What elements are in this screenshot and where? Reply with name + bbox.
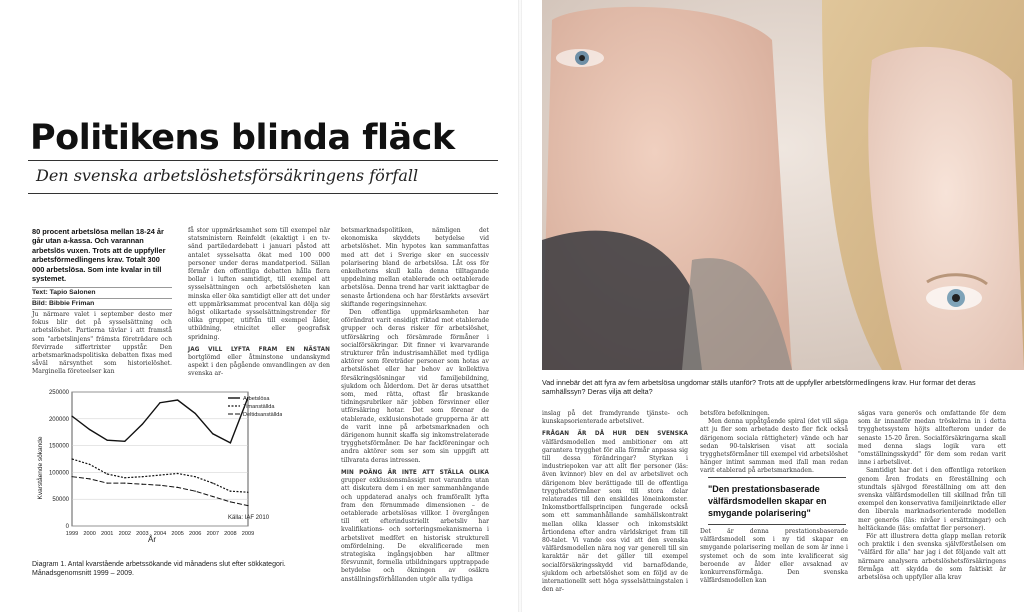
chart-data-point: [124, 477, 125, 478]
paragraph: bortglömd eller åtminstone undanskymd aspekt i den pågående omvandlingen av den svenska ar-: [188, 354, 330, 378]
paragraph: Samtidigt har det i den offentliga retoriken genom åren frodats en föreställning och stundtals självgod föreställning om att den svenska välfärdsmodellen till skillnad från till exempel den konservativa familjeinriktade eller den liberala marknadsorienterade modellen mer generös (läs: nivåer i ersättningar) och heltäckande (läs: omfattat fler personer).: [858, 467, 1006, 532]
chart-data-point: [107, 483, 108, 484]
byline-rule-2: [32, 298, 172, 299]
chart-data-point: [230, 501, 231, 502]
paragraph: Det är denna prestationsbaserade välfärdsmodell som i ny tid skapar en smygande polarisering mellan de som är inne i systemet och de som inte kvalificerat sig beroende av ålder eller avsaknad av konkurrensförmåga. Den svenska välfärdsmodellen kan: [700, 528, 848, 585]
chart-data-point: [142, 424, 143, 425]
chart-data-point: [247, 492, 248, 493]
photo-illustration: [542, 0, 1024, 370]
chart-data-point: [177, 399, 178, 400]
paragraph: få stor uppmärksamhet som till exempel när statsministern Reinfeldt (ekaktigt i en tv-sänd partiledardebatt i januari påstod att antalet sysselsatta ökat med 100 000 personer under deras mandatperiod. Sällan förmår den offentliga debatten hålla flera bollar i luften samtidigt, till exempel att sysselsättningen och arbetslösheten kan minska eller öka samtidigt eller att det under ett uppmärksammat procentval kan dölja sig högst olikartade sysselsättningstrender för olika grupper, utifrån till exempel ålder, utbildning, etnicitet eller geografisk spridning.: [188, 227, 330, 341]
chart-svg: [32, 378, 282, 544]
text-column-3: [341, 227, 489, 584]
paragraph: inslag på det framdyrande tjänste- och kunskapsorienterade arbetslivet.: [542, 410, 688, 426]
chart-data-point: [124, 441, 125, 442]
paragraph: välfärdsmodellen med ambitioner om att garantera trygghet för alla förmår anpassa sig till dessa förändringar? Styrkan i industriepoken var att allt fler personer (läs: även kvinnor) blev en del av arbetslivet och därigenom blev berättigade till de offentliga trygghetsförmåner som till stora delar relaterades till den enskildes löneinkomster. Inkomstbortfallsprincipen fungerade också som ett sammanhållande samhällskontrakt mellan olika klasser och inkomstskikt årtiondena efter andra världskriget fram till 80-talet. Vi vande oss vid att den svenska välfärdsmodellen nära nog var generell till sin karaktär när det gäller till exempel socialförsäkringsskydd vid barnafödande, sjukdom och arbetslöshet som en följd av de internationellt sett höga sysselsättningstalen i den ar-: [542, 438, 688, 594]
photo-caption: Vad innebär det att fyra av fem arbetslösa ungdomar ställs utanför? Trots att de uppfyller arbetsförmedlingens krav. Hur formar det deras samhällssyn? Deras vilja att delta?: [542, 378, 976, 397]
portrait-photo: [542, 0, 1024, 370]
chart-data-point: [159, 485, 160, 486]
chart-data-point: [71, 476, 72, 477]
paragraph: Den offentliga uppmärksamheten har oförändrat varit ensidigt riktad mot etablerade grupper och deras risker för arbetslöshet, utförsäkring och försämrade förmåner i socialförsäkringar. Dit finner vi kvarvarande strukturer från industrisamhället med tydliga aktörer som företräder personer som hotas av arbetslöshet eller har behov av kollektiva försäkringslösningar vid familjebildning, sjukdom och ålderdom. Det är deras utsatthet som, med rätta, oftast får braskande tidningsrubriker när jobben försvinner eller utförsäkring hotar. Det som förenar de etablerade, exklusionshotade grupperna är att de varit inne på arbetsmarknaden och därigenom hunnit skaffa sig inkomstrelaterade trygghetsförmåner. De har fackföreningar och andra aktörer som ser som sin uppgift att tillvarata deras intressen.: [341, 309, 489, 464]
chart-caption: Diagram 1. Antal kvarstående arbetssökande vid månadens slut efter sökkategori. Månadsgenomsnitt 1999 – 2009.: [32, 561, 286, 577]
byline-rule: [32, 287, 172, 288]
chart-x-tick-label: 2007: [206, 531, 220, 537]
chart-x-tick-label: 2008: [224, 531, 237, 537]
text-column-5-cont: [700, 528, 848, 585]
subhead: FRÅGAN ÄR DÅ HUR DEN SVENSKA: [542, 431, 688, 438]
chart-y-label: Kvarstående sökande: [37, 436, 44, 500]
page-fold: [518, 0, 522, 612]
unemployment-chart: [32, 378, 282, 544]
paragraph: betsmarknadspolitiken, nämligen det ekonomiska skyddets betydelse vid arbetslöshet. Min hypotes kan sammanfattas med att det i Sverige sker en successiv polarisering bland de arbetslösa. Låt oss för enkelhetens skull kalla denna tilltagande uppdelning mellan etablerade och oetablerade arbetslösa. Denna trend har varit iakttagbar de senaste årtiondena och har förstärkts avsevärt skiftande regeringsinnehav.: [341, 227, 489, 308]
chart-data-point: [89, 478, 90, 479]
chart-plot-frame: [72, 392, 248, 526]
chart-data-point: [230, 442, 231, 443]
article-subtitle: Den svenska arbetslöshetsförsäkringens förfall: [36, 166, 419, 185]
text-column-2: [188, 227, 330, 379]
chart-legend-label: Timanställda: [243, 404, 275, 410]
chart-legend-label: Arbetslösa: [243, 396, 270, 402]
chart-x-tick-label: 2002: [118, 531, 132, 537]
chart-x-tick-label: 2001: [100, 531, 114, 537]
chart-data-point: [247, 505, 248, 506]
chart-y-tick-label: 0: [65, 524, 69, 530]
lead-paragraph: 80 procent arbetslösa mellan 18-24 år går utan a-kassa. Och varannan arbetslös vuxen. Trots att de uppfyller arbetsförmedlingens krav. Totalt 300 000 arbetslösa. Som inte kvalar in till systemet.: [32, 227, 166, 284]
chart-x-tick-label: 2000: [83, 531, 96, 537]
article-title: Politikens blinda fläck: [30, 118, 455, 158]
paragraph: sägas vara generös och omfattande för dem som är innanför medan tröskelrna in i detta trygghetssystem höjts alltefterom under de senaste 15-20 åren. Socialförsäkringarna skall med denna slags logik vara ett "omställningsskydd" för dem som redan varit inne i arbetslivet.: [858, 410, 1006, 467]
text-column-4: [542, 410, 688, 594]
text-column-1: [32, 311, 172, 377]
paragraph: Men denna uppåtgående spiral (det vill säga att ju fler som arbetade desto fler fick också därigenom sociala rättigheter) vände och har sedan 90-talskrisen visat att sociala trygghetsförmåner till exempel vid arbetslöshet hänger intimt samman med ifall man redan varit etablerad på arbetsmarknaden.: [700, 418, 848, 475]
subhead: JAG VILL LYFTA FRAM EN NÄSTAN: [188, 346, 330, 353]
chart-y-tick-label: 50000: [52, 497, 69, 504]
chart-data-point: [195, 491, 196, 492]
chart-x-tick-label: 2003: [136, 531, 149, 537]
chart-series-line: [72, 397, 248, 443]
chart-data-point: [195, 476, 196, 477]
chart-data-point: [159, 474, 160, 475]
byline-text: Text: Tapio Salonen: [32, 289, 96, 296]
chart-data-point: [195, 413, 196, 414]
pull-quote: "Den prestationsbaserade välfärdsmodellen skapar en smygande polarisering": [708, 477, 846, 525]
chart-x-tick-label: 1999: [65, 531, 79, 537]
chart-y-tick-label: 250000: [48, 390, 69, 396]
chart-data-point: [71, 416, 72, 417]
chart-data-point: [177, 487, 178, 488]
chart-y-tick-label: 200000: [48, 416, 69, 423]
chart-data-point: [142, 476, 143, 477]
chart-data-point: [107, 473, 108, 474]
subtitle-rule: [28, 193, 498, 194]
chart-x-tick-label: 2006: [188, 531, 202, 537]
chart-data-point: [177, 473, 178, 474]
chart-y-tick-label: 100000: [48, 470, 69, 477]
paragraph: betsföra befolkningen.: [700, 410, 770, 417]
chart-x-tick-label: 2005: [171, 531, 184, 537]
chart-data-point: [212, 496, 213, 497]
chart-series-line: [72, 477, 248, 506]
chart-data-point: [124, 483, 125, 484]
chart-source: Källa: IAF 2010: [228, 515, 270, 521]
chart-y-tick-label: 150000: [48, 443, 69, 450]
text-column-5: [700, 410, 848, 476]
chart-data-point: [71, 458, 72, 459]
chart-data-point: [159, 402, 160, 403]
chart-data-point: [89, 464, 90, 465]
chart-data-point: [107, 440, 108, 441]
chart-data-point: [230, 491, 231, 492]
chart-data-point: [142, 484, 143, 485]
chart-data-point: [212, 433, 213, 434]
chart-data-point: [89, 429, 90, 430]
title-rule: [28, 160, 498, 161]
paragraph: grupper exklusionsmässigt mot varandra utan att diskutera dem i en mer sammanhängande och uppdaterad analys och framförallt lyfta fram den förnummade dimensionen – de oetablerade arbetslösas villkor. I övergången till ett efterindustriellt arbetsliv har kvalifikations- och sorteringsmekanismerna i arbetslivet medfört en historisk strukturell omfördelning. De ekvalificerade men strategiska ingångsjobben har alltmer försvunnit, formella utbildningars upptrappade betydelse och ökningen av osäkra anställningsförhållanden utgör alla tydliga: [341, 477, 489, 583]
paragraph: För att illustrera detta glapp mellan retorik och praktik i den svenska självförståelsen om "välfärd för alla" har jag i det följande valt att närmare analysera arbetslöshetsförsäkringens förmåga att skydda de som faktiskt är arbetslösa och uppfyller alla krav: [858, 533, 1006, 582]
byline-rule-3: [32, 309, 172, 310]
chart-data-point: [212, 483, 213, 484]
text-column-6: [858, 410, 1006, 582]
byline-photo: Bild: Bibbie Friman: [32, 300, 95, 307]
subhead: MIN POÄNG ÄR INTE ATT STÄLLA OLIKA: [341, 469, 489, 476]
chart-x-label: År: [148, 535, 156, 544]
chart-x-tick-label: 2004: [153, 531, 167, 537]
paragraph: Ju närmare valet i september desto mer fokus blir det på sysselsättning och arbetslöshet. Partierna tävlar i att framstå som "arbetslinjens" främsta företrädare och förvirrade siffertrixter uppstår. Den arbetsmarknadspolitiska debatten fixas med såväl närsynthet som historielöshet. Marginella företeelser kan: [32, 311, 172, 376]
chart-legend-label: Deltidsanställda: [243, 412, 282, 418]
chart-x-tick-label: 2009: [241, 531, 255, 537]
